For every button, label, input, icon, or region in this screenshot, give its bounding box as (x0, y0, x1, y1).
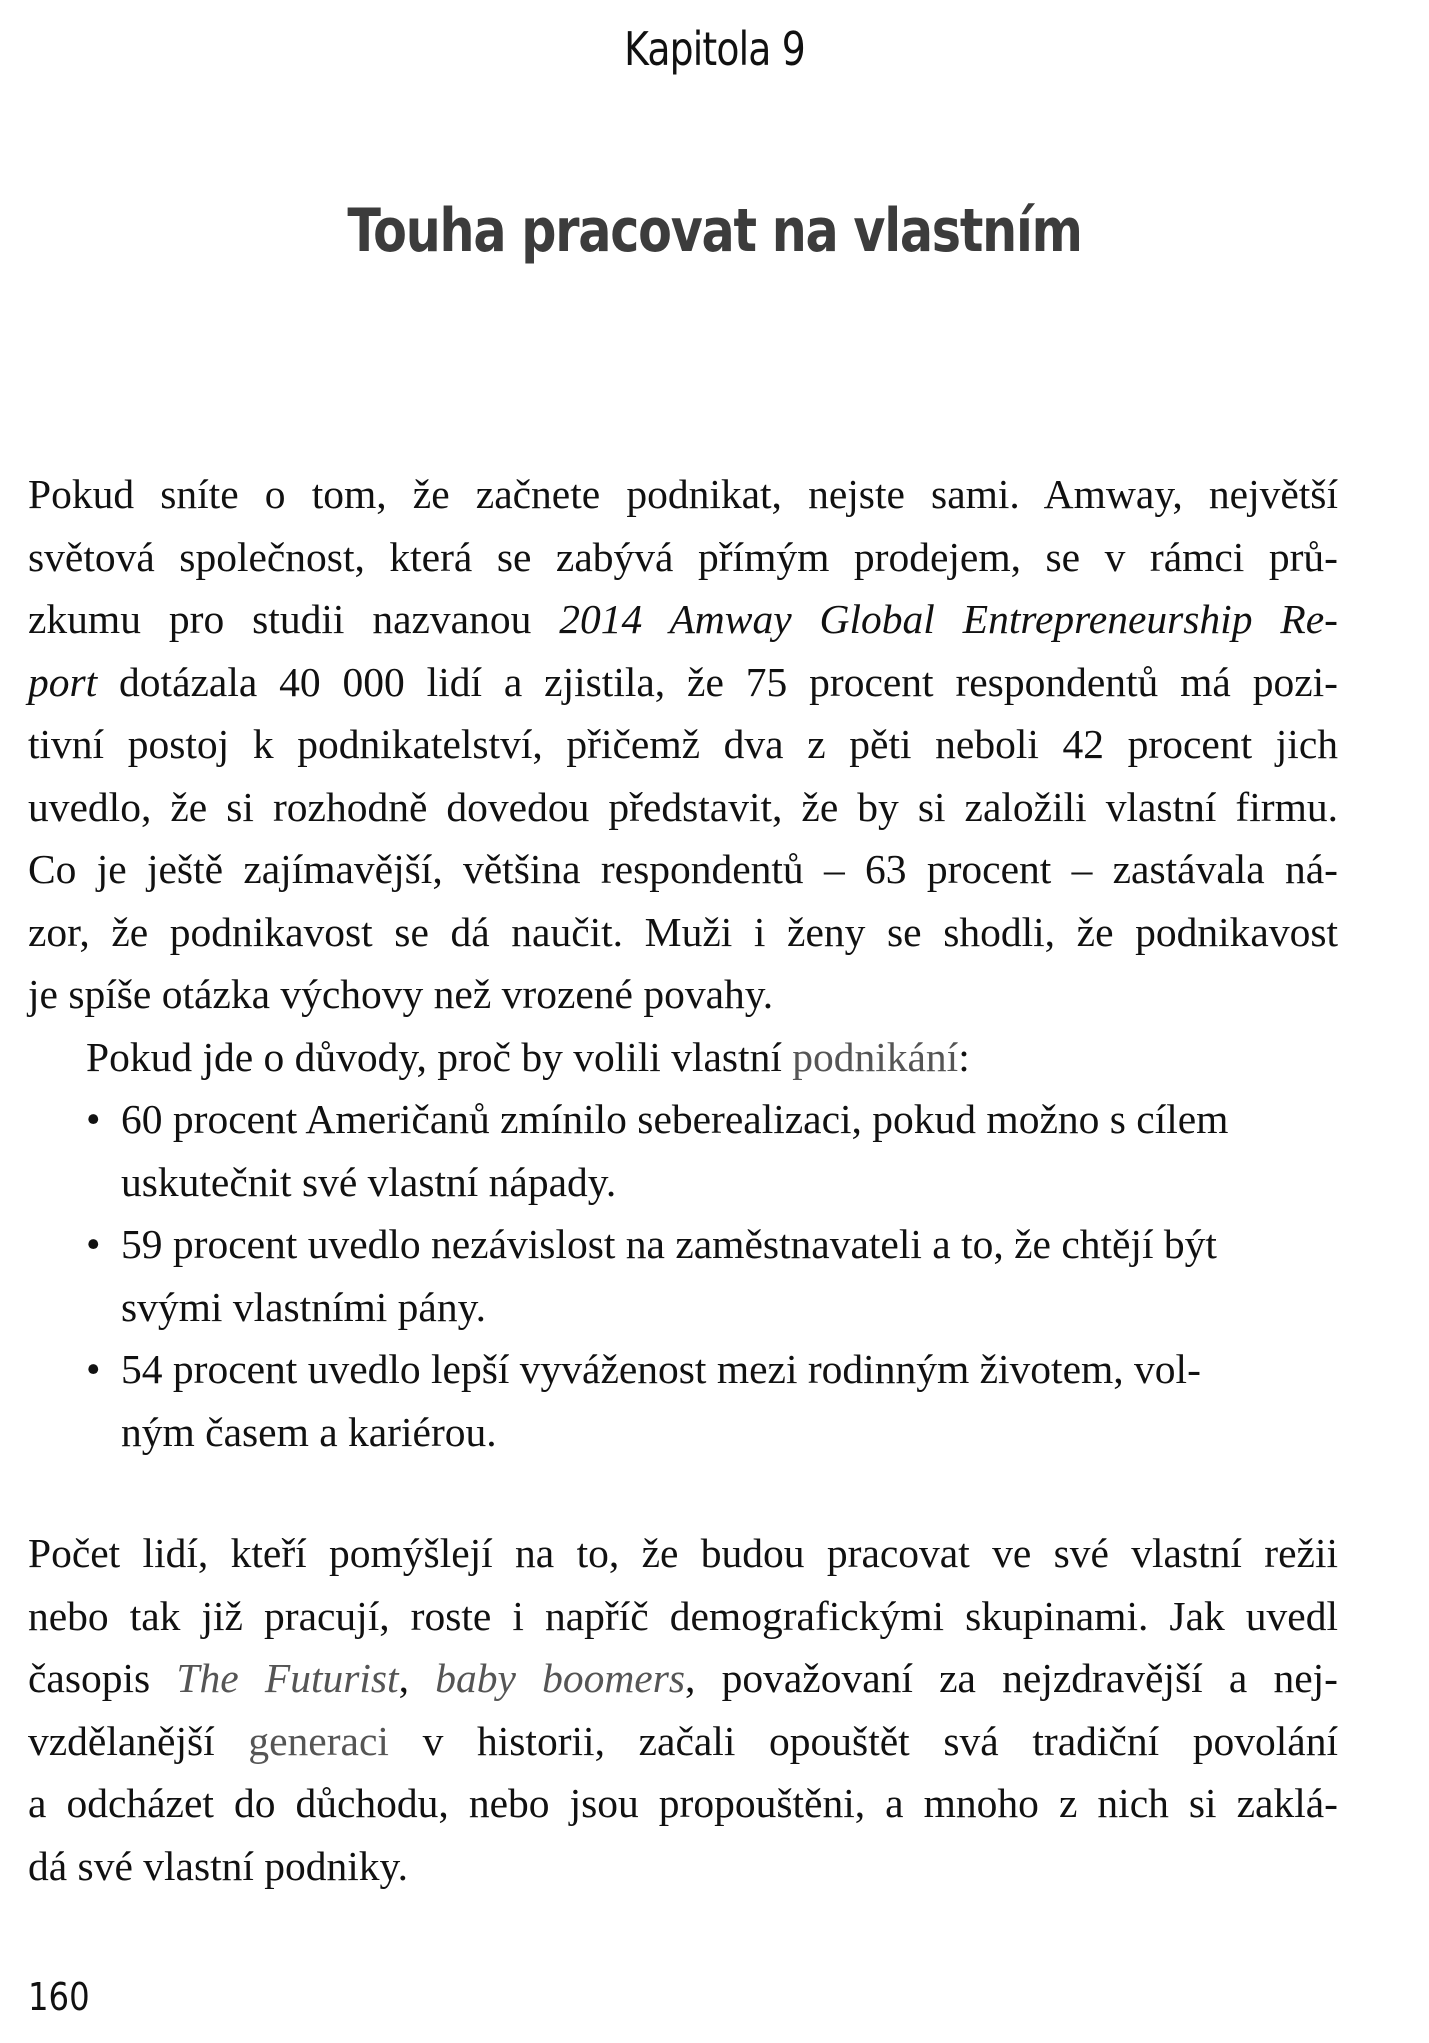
text-line: zor, že podnikavost se dá naučit. Muži i ženy se shodli, že podnikavost (28, 908, 1338, 955)
bullet-first-line (28, 1088, 1338, 1151)
paragraph-demographics (28, 1522, 1338, 1897)
bullet-text: 59 procent uvedlo nezávislost na zaměstnavateli a to, že chtějí být (121, 1221, 1217, 1267)
text-line: Počet lidí, kteří pomýšlejí na to, že budou pracovat ve své vlastní režii (28, 1530, 1338, 1576)
text-span: zkumu pro studii nazvanou (28, 596, 560, 642)
text-line: světová společnost, která se zabývá přímým prodejem, se v rámci prů- (28, 533, 1338, 580)
link-baby-boomers[interactable]: baby boomers (435, 1655, 686, 1701)
chapter-title: Touha pracovat na vlastním (347, 196, 1082, 266)
text-span: Pokud jde o důvody, proč by volili vlastní (86, 1033, 793, 1080)
text-line: tivní postoj k podnikatelství, přičemž dva z pěti neboli 42 procent jich (28, 721, 1338, 767)
bullet-continuation: svými vlastními pány. (121, 1283, 487, 1330)
bullet-text: 54 procent uvedlo lepší vyváženost mezi rodinným životem, vol- (121, 1346, 1201, 1392)
text-line: Pokud sníte o tom, že začnete podnikat, nejste sami. Amway, největší (28, 471, 1338, 517)
link-the-futurist[interactable]: The Futurist (176, 1655, 399, 1701)
text-line (28, 1647, 1338, 1710)
reasons-list (28, 1088, 1338, 1463)
list-item (28, 1338, 1338, 1463)
list-item (28, 1213, 1338, 1338)
report-title-italic: 2014 Amway Global Entrepreneurship Re- (559, 596, 1338, 642)
text-line: a odcházet do důchodu, nebo jsou propouštěni, a mnoho z nich si zaklá- (28, 1780, 1338, 1826)
chapter-label: Kapitola 9 (624, 22, 805, 76)
bullet-icon: • (86, 1346, 101, 1392)
bullet-icon: • (86, 1096, 101, 1142)
link-generaci[interactable]: generaci (248, 1717, 389, 1764)
bullet-text: 60 procent Američanů zmínilo seberealizaci, pokud možno s cílem (121, 1096, 1229, 1142)
text-span: : (958, 1033, 970, 1080)
reasons-intro (28, 1026, 1338, 1089)
page-number: 160 (28, 1975, 90, 2019)
text-span: časopis (28, 1655, 177, 1701)
text-line: nebo tak již pracují, roste i napříč demografickými skupinami. Jak uvedl (28, 1592, 1338, 1639)
bullet-continuation: ným časem a kariérou. (121, 1408, 497, 1455)
text-line: uvedlo, že si rozhodně dovedou představit, že by si založili vlastní firmu. (28, 783, 1338, 830)
bullet-first-line (28, 1213, 1338, 1276)
bullet-continuation: uskutečnit své vlastní nápady. (121, 1158, 617, 1205)
link-podnikani[interactable]: podnikání (792, 1033, 959, 1080)
text-line: je spíše otázka výchovy než vrozené povahy. (28, 971, 774, 1017)
bullet-icon: • (86, 1221, 101, 1267)
paragraph-amway-survey (28, 463, 1338, 1463)
text-line (28, 651, 1338, 714)
text-line: dá své vlastní podniky. (28, 1842, 408, 1889)
text-line (28, 588, 1338, 651)
text-span: , považovaní za nejzdravější a nej- (685, 1655, 1338, 1701)
text-span: v historii, začali opouštět svá tradiční povolání (388, 1717, 1339, 1764)
bullet-first-line (28, 1338, 1338, 1401)
text-line: Co je ještě zajímavější, většina respondentů – 63 procent – zastávala ná- (28, 846, 1338, 892)
text-line (28, 1710, 1338, 1773)
report-title-italic: port (28, 658, 98, 705)
list-item (28, 1088, 1338, 1213)
text-span: vzdělanější (28, 1717, 249, 1764)
text-span: dotázala 40 000 lidí a zjistila, že 75 procent respondentů má pozi- (97, 658, 1338, 705)
text-span: , (398, 1655, 436, 1701)
